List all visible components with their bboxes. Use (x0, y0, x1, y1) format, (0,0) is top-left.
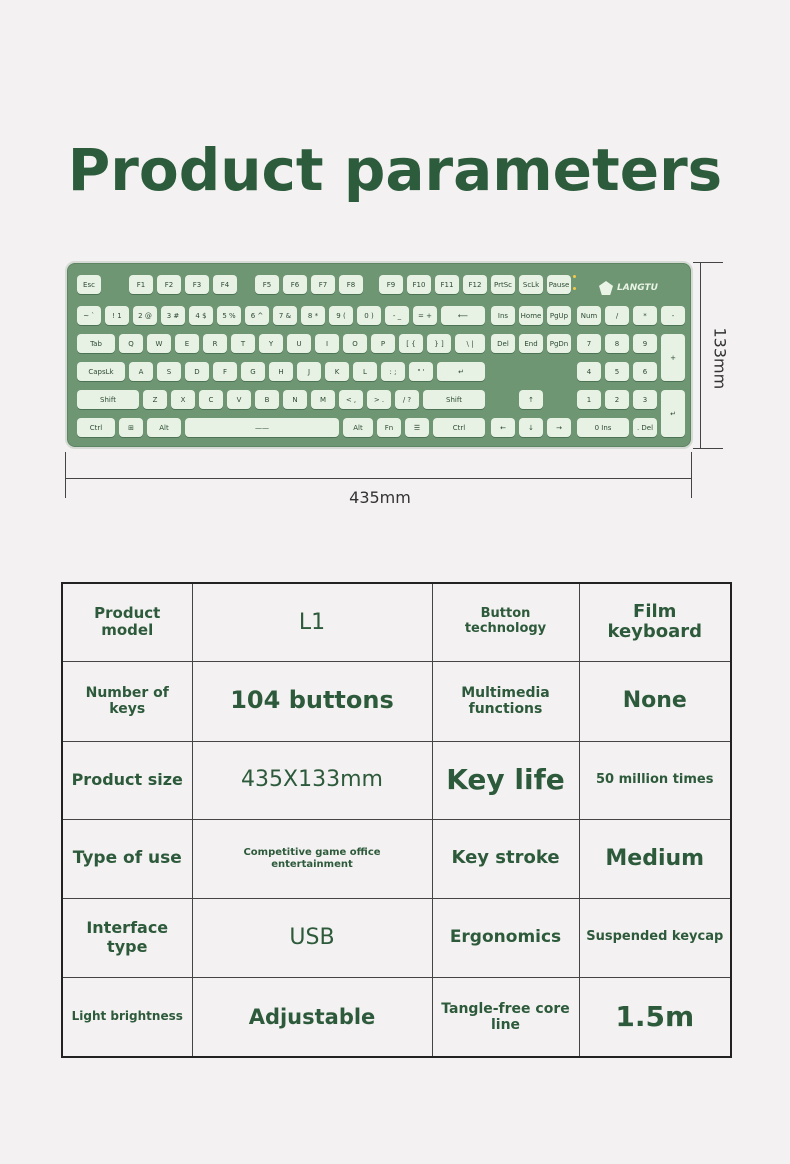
spec-value: 50 million times (579, 741, 731, 819)
spec-value: Suspended keycap (579, 898, 731, 977)
key-f6: F6 (283, 275, 307, 294)
spec-label: Product model (62, 583, 192, 661)
height-dimension-tick-bottom (693, 448, 723, 449)
width-dimension-tick-left (65, 452, 66, 498)
spec-label: Product size (62, 741, 192, 819)
key-plus: = + (413, 306, 437, 325)
key-f5: F5 (255, 275, 279, 294)
key-left: ← (491, 418, 515, 437)
key-f10: F10 (407, 275, 431, 294)
indicator-led-icon (573, 275, 576, 278)
spec-value: 435X133mm (192, 741, 432, 819)
key-ralt: Alt (343, 418, 373, 437)
key-rbr: } ] (427, 334, 451, 353)
key-bksp: ⟵ (441, 306, 485, 325)
wolf-logo-icon (599, 281, 613, 295)
spec-label: Multimedia functions (432, 661, 579, 741)
key-ins: Ins (491, 306, 515, 325)
page-title: Product parameters (67, 136, 723, 204)
key-n3: 3 # (161, 306, 185, 325)
spec-label: Tangle-free core line (432, 977, 579, 1057)
key-n0: 0 ) (357, 306, 381, 325)
spec-value: 1.5m (579, 977, 731, 1057)
height-dimension-line (700, 262, 701, 448)
key-n6k: 6 (633, 362, 657, 381)
key-u: U (287, 334, 311, 353)
key-f4: F4 (213, 275, 237, 294)
height-dimension-tick-top (693, 262, 723, 263)
spec-value: None (579, 661, 731, 741)
width-dimension-tick-right (691, 452, 692, 498)
spec-value: Adjustable (192, 977, 432, 1057)
key-e: E (175, 334, 199, 353)
key-minus: - _ (385, 306, 409, 325)
key-nenter: ↵ (661, 390, 685, 437)
spec-label: Key stroke (432, 819, 579, 898)
width-dimension-line (65, 478, 692, 479)
key-tab: Tab (77, 334, 115, 353)
keyboard-image (65, 261, 693, 449)
key-semi: : ; (381, 362, 405, 381)
key-rshift: Shift (423, 390, 485, 409)
key-n4: 4 $ (189, 306, 213, 325)
key-n7: 7 & (273, 306, 297, 325)
key-t: T (231, 334, 255, 353)
key-o: O (343, 334, 367, 353)
key-fn: Fn (377, 418, 401, 437)
key-lshift: Shift (77, 390, 139, 409)
spec-value: 104 buttons (192, 661, 432, 741)
key-f2: F2 (157, 275, 181, 294)
key-pgup: PgUp (547, 306, 571, 325)
key-x: X (171, 390, 195, 409)
key-f: F (213, 362, 237, 381)
table-row (62, 741, 731, 819)
spec-value: L1 (192, 583, 432, 661)
key-ndel: . Del (633, 418, 657, 437)
key-r: R (203, 334, 227, 353)
key-caps: CapsLk (77, 362, 125, 381)
spec-table (61, 582, 732, 1058)
key-v: V (227, 390, 251, 409)
key-n: N (283, 390, 307, 409)
key-enter: ↵ (437, 362, 485, 381)
key-nplus: + (661, 334, 685, 381)
key-n2: 2 @ (133, 306, 157, 325)
key-down: ↓ (519, 418, 543, 437)
key-c: C (199, 390, 223, 409)
spec-label: Button technology (432, 583, 579, 661)
key-ndiv: / (605, 306, 629, 325)
key-q: Q (119, 334, 143, 353)
key-n8: 8 * (301, 306, 325, 325)
key-f1: F1 (129, 275, 153, 294)
spec-label: Light brightness (62, 977, 192, 1057)
spec-label: Key life (432, 741, 579, 819)
key-rctrl: Ctrl (433, 418, 485, 437)
key-dot: > . (367, 390, 391, 409)
key-right: → (547, 418, 571, 437)
key-n4k: 4 (577, 362, 601, 381)
key-n1k: 1 (577, 390, 601, 409)
key-w: W (147, 334, 171, 353)
key-h: H (269, 362, 293, 381)
key-n2k: 2 (605, 390, 629, 409)
key-lctrl: Ctrl (77, 418, 115, 437)
width-dimension-label: 435mm (349, 488, 411, 507)
key-end: End (519, 334, 543, 353)
key-tilde: ~ ` (77, 306, 101, 325)
key-f12: F12 (463, 275, 487, 294)
key-pgdn: PgDn (547, 334, 571, 353)
key-y: Y (259, 334, 283, 353)
spec-value: Film keyboard (579, 583, 731, 661)
key-n9: 9 ( (329, 306, 353, 325)
key-z: Z (143, 390, 167, 409)
key-n5k: 5 (605, 362, 629, 381)
key-nmin: - (661, 306, 685, 325)
key-d: D (185, 362, 209, 381)
table-row (62, 661, 731, 741)
spec-label: Ergonomics (432, 898, 579, 977)
key-bsl: \ | (455, 334, 485, 353)
key-comma: < , (339, 390, 363, 409)
key-prtsc: PrtSc (491, 275, 515, 294)
spec-value: USB (192, 898, 432, 977)
key-up: ↑ (519, 390, 543, 409)
key-menu: ☰ (405, 418, 429, 437)
key-l: L (353, 362, 377, 381)
table-row (62, 977, 731, 1057)
key-n5: 5 % (217, 306, 241, 325)
spec-label: Type of use (62, 819, 192, 898)
height-dimension-label: 133mm (710, 327, 730, 390)
key-i: I (315, 334, 339, 353)
table-row (62, 819, 731, 898)
key-f9: F9 (379, 275, 403, 294)
key-f7: F7 (311, 275, 335, 294)
key-n9k: 9 (633, 334, 657, 353)
spec-value: Medium (579, 819, 731, 898)
key-n6: 6 ^ (245, 306, 269, 325)
key-lalt: Alt (147, 418, 181, 437)
indicator-led-icon (573, 287, 576, 290)
key-nmul: * (633, 306, 657, 325)
key-esc: Esc (77, 275, 101, 294)
key-a: A (129, 362, 153, 381)
table-row (62, 583, 731, 661)
key-f8: F8 (339, 275, 363, 294)
key-b: B (255, 390, 279, 409)
key-del: Del (491, 334, 515, 353)
key-m: M (311, 390, 335, 409)
table-row (62, 898, 731, 977)
key-g: G (241, 362, 265, 381)
key-k: K (325, 362, 349, 381)
spec-label: Interface type (62, 898, 192, 977)
key-p: P (371, 334, 395, 353)
brand-name: LANGTU (617, 283, 658, 293)
key-f11: F11 (435, 275, 459, 294)
key-n1: ! 1 (105, 306, 129, 325)
key-n7k: 7 (577, 334, 601, 353)
key-home: Home (519, 306, 543, 325)
key-space: —— (185, 418, 339, 437)
key-s: S (157, 362, 181, 381)
key-n3k: 3 (633, 390, 657, 409)
key-n0k: 0 Ins (577, 418, 629, 437)
key-num: Num (577, 306, 601, 325)
key-sclk: ScLk (519, 275, 543, 294)
key-quote: " ' (409, 362, 433, 381)
key-f3: F3 (185, 275, 209, 294)
key-pause: Pause (547, 275, 571, 294)
spec-label: Number of keys (62, 661, 192, 741)
key-j: J (297, 362, 321, 381)
key-slash: / ? (395, 390, 419, 409)
key-win: ⊞ (119, 418, 143, 437)
brand-logo (599, 277, 679, 299)
spec-value: Competitive game office entertainment (192, 819, 432, 898)
key-lbr: [ { (399, 334, 423, 353)
key-n8k: 8 (605, 334, 629, 353)
